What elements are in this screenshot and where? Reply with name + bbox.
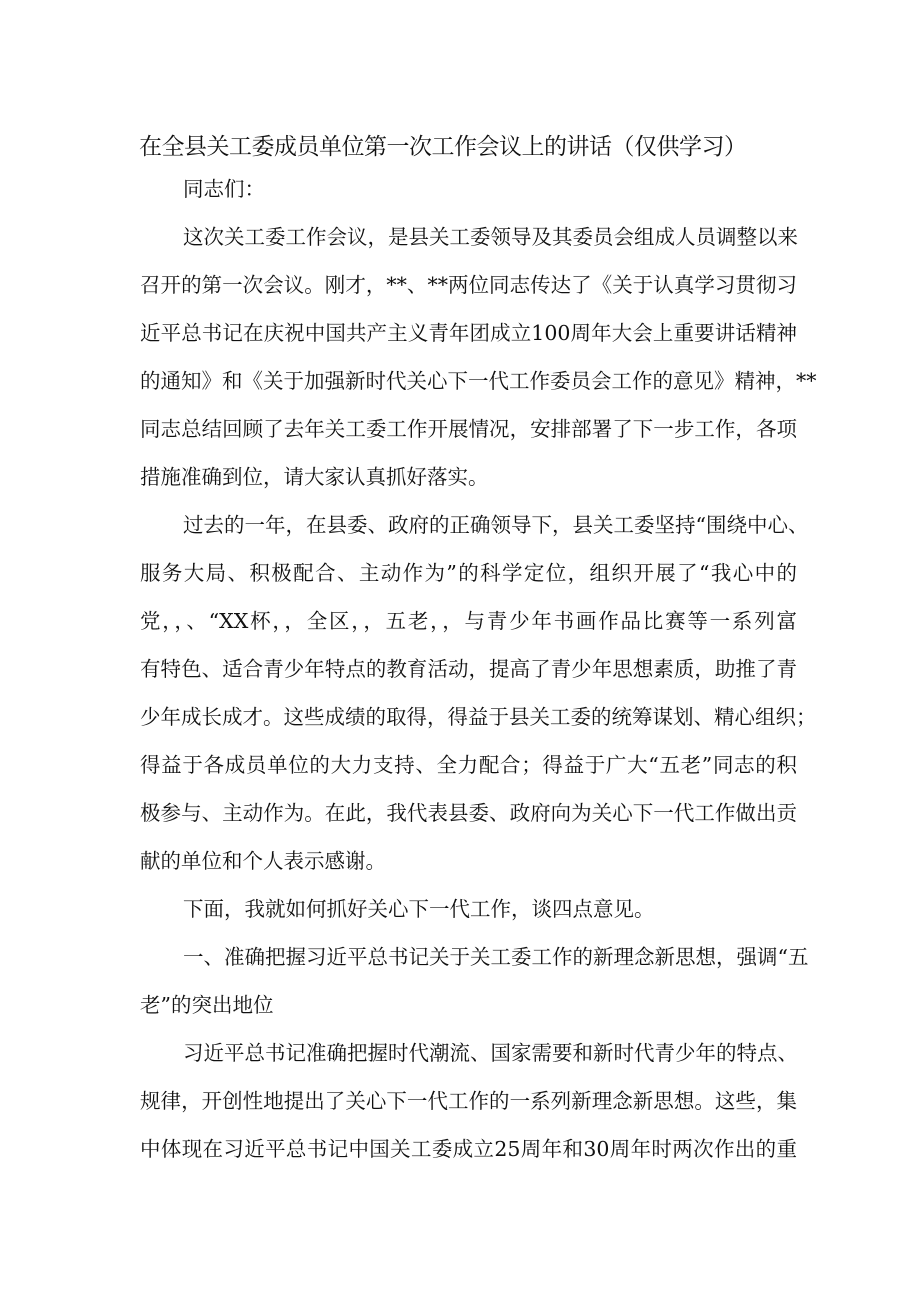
paragraph-line: 过去的一年，在县委、政府的正确领导下，县关工委坚持“围绕中心、 bbox=[183, 513, 809, 537]
paragraph-line: 习近平总书记准确把握时代潮流、国家需要和新时代青少年的特点、 bbox=[183, 1041, 798, 1065]
paragraph-line: 这次关工委工作会议，是县关工委领导及其委员会组成人员调整以来 bbox=[183, 225, 798, 249]
document-title: 在全县关工委成员单位第一次工作会议上的讲话（仅供学习） bbox=[139, 133, 747, 159]
paragraph-line: 下面，我就如何抓好关心下一代工作，谈四点意见。 bbox=[183, 897, 655, 921]
paragraph-line: 措施准确到位，请大家认真抓好落实。 bbox=[140, 465, 489, 489]
paragraph-line: 近平总书记在庆祝中国共产主义青年团成立100周年大会上重要讲话精神 bbox=[140, 321, 797, 345]
paragraph-line: 的通知》和《关于加强新时代关心下一代工作委员会工作的意见》精神，** bbox=[140, 369, 817, 393]
salutation: 同志们： bbox=[183, 177, 265, 201]
paragraph-line: 得益于各成员单位的大力支持、全力配合；得益于广大“五老”同志的积 bbox=[140, 753, 797, 777]
paragraph-line: 极参与、主动作为。在此，我代表县委、政府向为关心下一代工作做出贡 bbox=[140, 801, 797, 825]
paragraph-line: 规律，开创性地提出了关心下一代工作的一系列新理念新思想。这些，集 bbox=[140, 1089, 797, 1113]
paragraph-line: 同志总结回顾了去年关工委工作开展情况，安排部署了下一步工作，各项 bbox=[140, 417, 797, 441]
paragraph-line: 服务大局、积极配合、主动作为”的科学定位，组织开展了“我心中的 bbox=[140, 561, 797, 585]
section-heading-line: 老”的突出地位 bbox=[140, 993, 274, 1017]
paragraph-line: 献的单位和个人表示感谢。 bbox=[140, 849, 386, 873]
paragraph-line: 有特色、适合青少年特点的教育活动，提高了青少年思想素质，助推了青 bbox=[140, 657, 797, 681]
paragraph-line: 召开的第一次会议。刚才，**、**两位同志传达了《关于认真学习贯彻习 bbox=[140, 273, 797, 297]
section-heading-line: 一、准确把握习近平总书记关于关工委工作的新理念新思想，强调“五 bbox=[183, 945, 809, 969]
paragraph-line: 党，，、“XX杯，，全区，，五老，，与青少年书画作品比赛等一系列富 bbox=[140, 609, 797, 633]
paragraph-line: 中体现在习近平总书记中国关工委成立25周年和30周年时两次作出的重 bbox=[140, 1137, 797, 1161]
paragraph-line: 少年成长成才。这些成绩的取得，得益于县关工委的统筹谋划、精心组织； bbox=[140, 705, 817, 729]
